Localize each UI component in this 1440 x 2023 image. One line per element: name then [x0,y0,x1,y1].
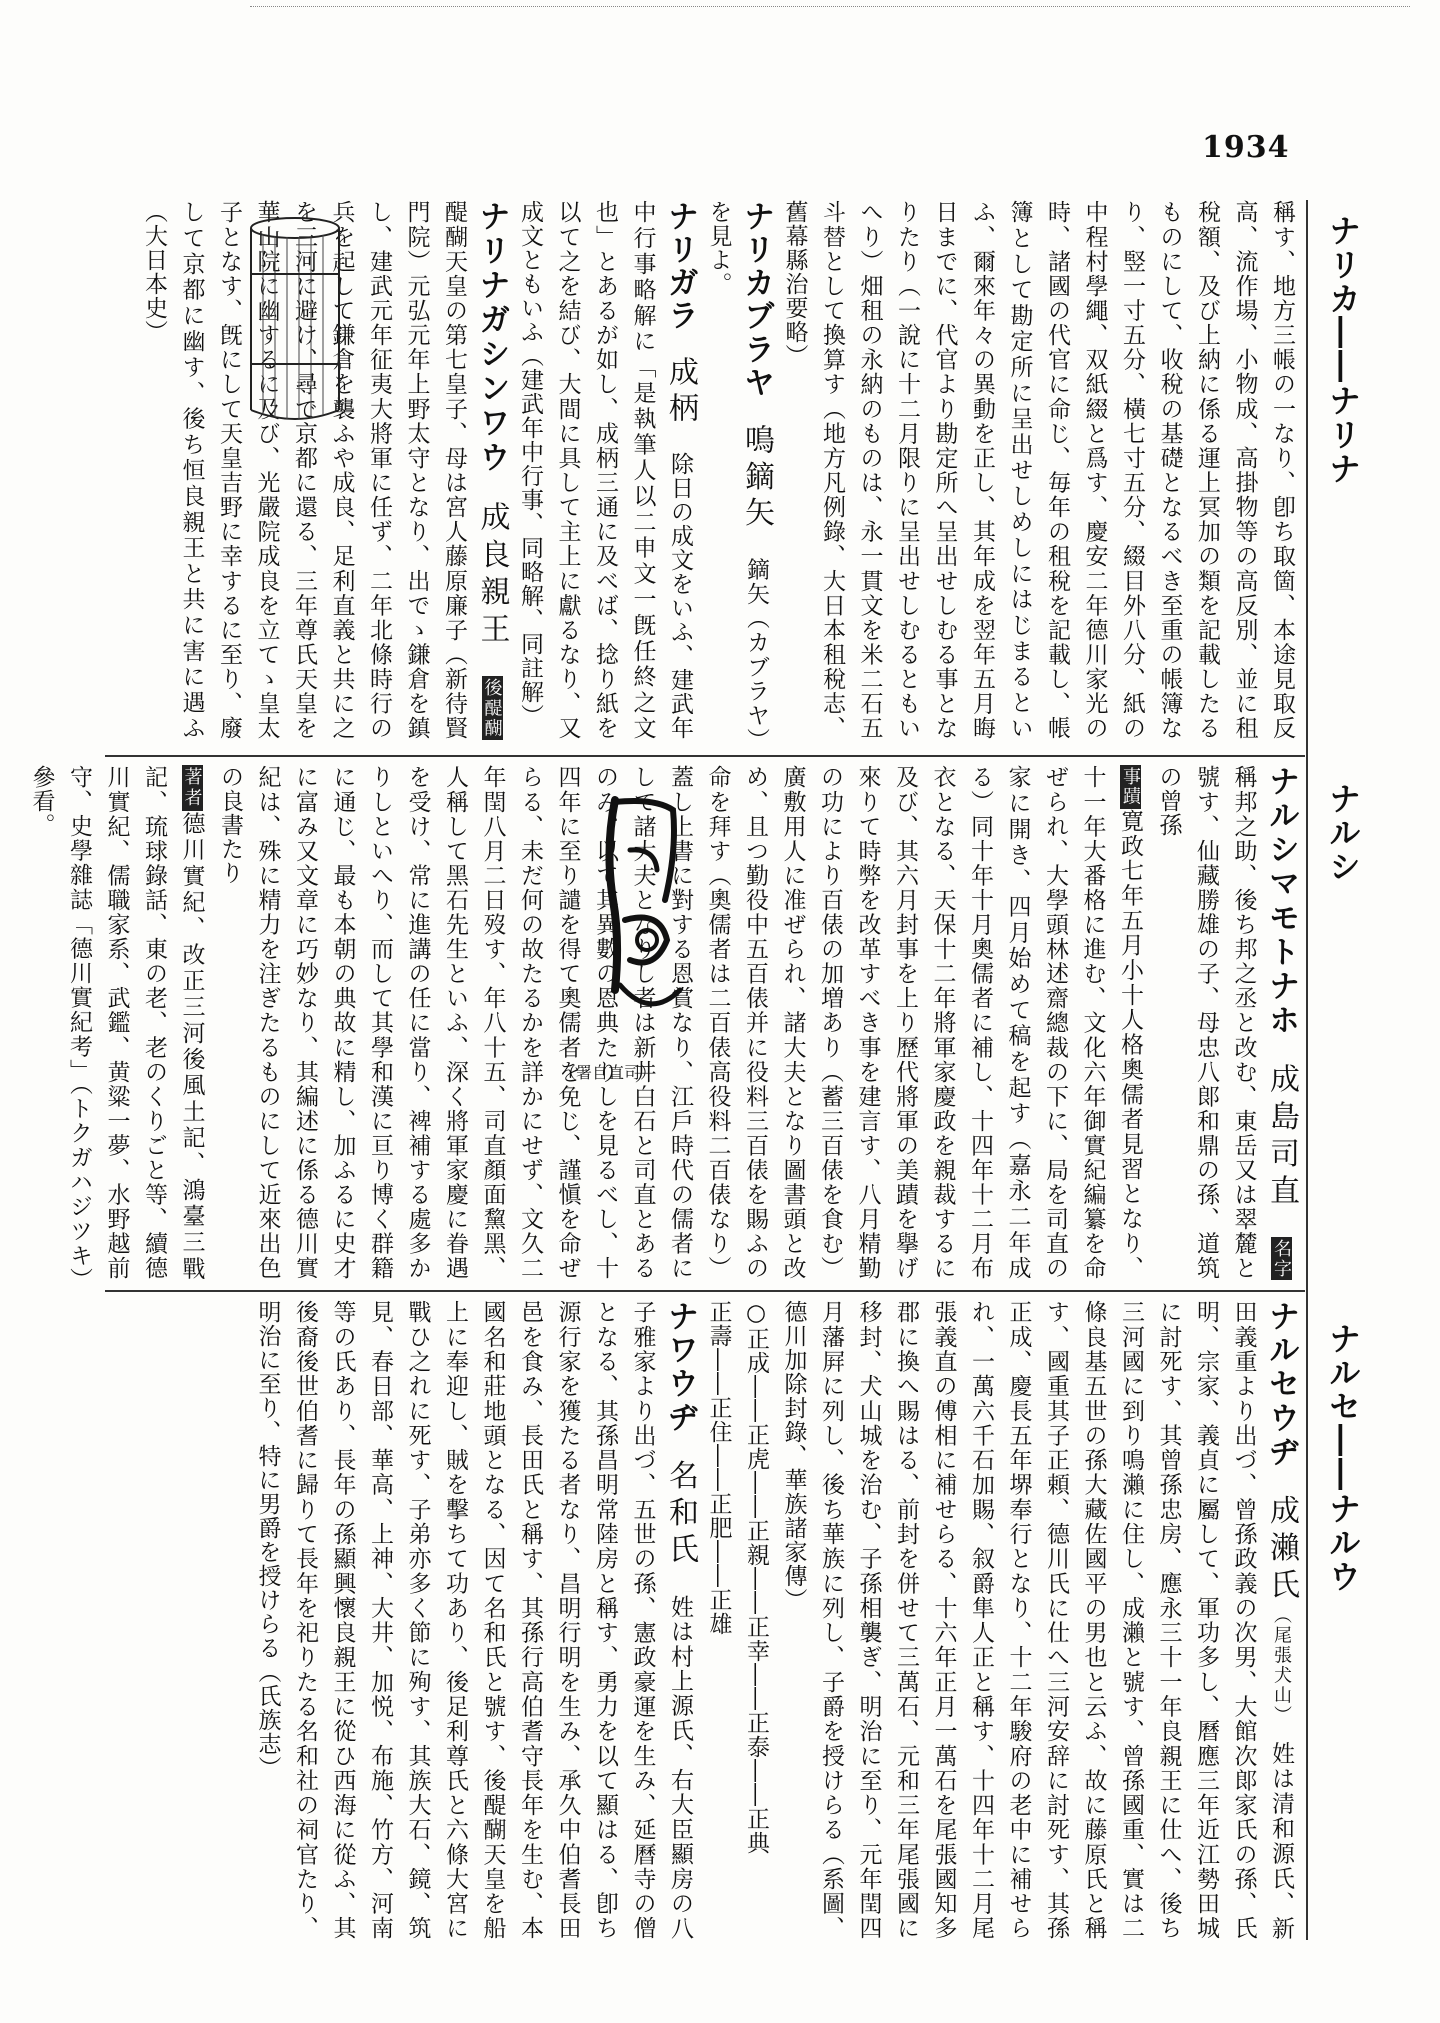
entry-heading-narinagashinnou: ナリナガシンワウ [473,200,510,476]
running-head-middle: ナルシ [1324,782,1362,884]
section-divider-1 [105,755,1305,757]
signature-illustration [585,790,695,1030]
entry-kanji-narinagashinnou: 成良親王 [474,500,510,651]
middle-section [28,765,1300,1281]
entry-kanji-narushimamotonaho: 成島司直 [1264,1063,1299,1212]
continuation-text: 稱す、地方三帳の一なり、卽ち取箇、本途見取反高、流作場、小物成、高掛物等の高反別、並に租稅額、及び上納に係る運上冥加の類を記載したるものにして、收稅の基礎となるべき至重の帳簿なり、竪一寸五分、橫七寸五分、綴目外八分、紙の中程村學繩、双紙綴と爲す、慶安二年德川家光の時、諸國の代官に命じ、毎年の租稅を記載し、帳簿として勘定所に呈出せしめしにはじまるといふ、爾來年々の異動を正し、其年成を翌年五月晦日までに、代官より勘定所へ呈出せしむる事となりたり（一說に十二月限りに呈出せしむるともいへり）畑租の永納のものは、永一貫文を米二石五斗替として換算す（地方凡例錄、大日本租稅志、舊幕縣治要略） [781,200,1295,741]
section-divider-2 [105,1290,1305,1292]
top-rule [250,6,1410,7]
bottom-text-flow [140,1300,1300,1940]
entry-body-narinagashinnou: 醍醐天皇の第七皇子、母は宮人藤原廉子（新待賢門院）元弘元年上野太守となり、出でゝ鎌倉を鎮し、建武元年征夷大將軍に任ず、二年北條時行の兵を起して鎌倉を襲ふや成良、足利直義と共に之を三河に避け、尋で京都に還る、三年尊氏天皇を華山院に幽するに及び、光嚴院成良を立てゝ皇太子となす、旣にして天皇吉野に幸するに至り、廢して京都に幽す、後ち恒良親王と共に害に遇ふ（大日本史） [141,200,467,740]
entry-badge-narinagashinnou: 後醍醐 [481,678,503,738]
badge-chosha: 著者 [181,767,203,810]
entry-kanji-narigara: 成柄 [663,356,698,428]
entry-body-narikaburaya: 鏑矢（カブラヤ）を見よ。 [705,200,769,741]
entry-kanji-naruseuji: 成瀨氏 [1264,1494,1299,1606]
document-scroll-illustration [245,214,345,426]
middle-text-flow [28,765,1300,1281]
entry-body-narigara: 除日の成文をいふ、建武年中行事略解に「是執筆人以二申文一旣任終之文也」とあるが如し、成柄三通に及べば、捻り紙を以て之を結び、大間に具して主上に獻るなり、又成文ともいふ（建武年中行事、同略解、同註解） [517,200,693,740]
body-chosha: 德川實紀、改正三河後風土記、鴻臺三戰記、琉球錄話、東の老、老のくりごと等、續德川實紀、儒職家系、武鑑、黄粱一夢、水野越前守、史學雜誌「德川實紀考」（トクガハジツキ）參看。 [28,765,205,1281]
genealogy-row-1: ○正成――正虎――正親――正幸――正泰――正典 [743,1300,769,1855]
entry-body-nawauji: 姓は村上源氏、右大臣顯房の八子雅家より出づ、五世の孫、憲政豪運を生み、延曆寺の僧となる、其孫昌明常陸房と稱す、勇力を以て顯はる、卽ち源行家を獲たる者なり、昌明行明を生み、承久中伯耆長田邑を食み、長田氏と稱す、其孫行高伯耆守長年を生む、本國名和莊地頭となる、因て名和氏と號す、後醍醐天皇を船上に奉迎し、賊を擊ちて功あり、後足利尊氏と六條大宮に戰ひ之れに死す、子弟亦多く節に殉す、其族大石、鏡、筑見、春日部、華高、上神、大井、加悦、布施、竹方、河南等の氏あり、長年の孫顯興懷良親王に從ひ西海に從ふ、其後裔後世伯耆に歸りて長年を祀りたる名和社の祠官たり、明治に至り、特に男爵を授けらる（氏族志） [254,1300,693,1941]
entry-heading-narikaburaya: ナリカブラヤ [738,200,774,400]
genealogy-row-2: 正壽――正住――正肥――正雄 [705,1300,732,1636]
running-head-top: ナリカ――ナリナ [1324,214,1362,486]
right-margin-rule [1306,200,1308,1940]
entry-kanji-nawauji: 名和氏 [663,1459,698,1570]
entry-body-naruseuji: 姓は清和源氏、新田義重より出づ、曾孫政義の次男、大館次郞家氏の孫、氏明、宗家、義貞に屬して、軍功多し、曆應三年近江勢田城に討死す、其曾孫忠房、應永三十一年良親王に仕へ、後ち三河國に到り鳴瀨に住し、成瀨と號す、曾孫國重、實は二條良基五世の孫大藏佐國平の男也と云ふ、故に藤原氏と稱す、國重其子正頼、德川氏に仕へ三河安辞に討死す、其孫正成、慶長五年堺奉行となり、十二年駿府の老中に補せられ、一萬六千石加賜、叙爵隼人正と稱す、十四年十二月尾張義直の傅相に補せらる、十六年正月一萬石を尾張國知多郡に換へ賜はる、前封を併せて三萬石、元和三年尾張國に移封、犬山城を治む、子孫相襲ぎ、明治に至り、元年閏四月藩屛に列し、後ち華族に列し、子爵を授けらる（系圖、德川加除封錄、華族諸家傳） [780,1300,1294,1941]
entry-heading-naruseuji: ナルセウヂ [1263,1300,1299,1470]
bottom-section [140,1300,1300,1940]
signature-caption: （署自直司） [560,1063,657,1082]
body-jiseki: 寛政七年五月小十人格奧儒者見習となり、十一年大番格に進む、文化六年御實紀編纂を命ぜられ、大學頭林述齋總裁の下に、局を司直の家に開き、四月始めて稿を起す（嘉永二年成る）同十年十月奧儒者に補し、十四年十二月布衣となる、天保十二年將軍家慶政を親裁するに及び、其六月封事を上り歷代將軍の美蹟を擧げ來りて時弊を改革すべき事を建言す、八月精勤の功により百俵の加増あり（蓄三百俵を食む）廣敷用人に准ぜられ、諸大夫となり圖書頭と改め、且つ勤役中五百俵并に役料三百俵を賜ふの命を拜す（奧儒者は二百俵高役料二百俵なり）蓋し上書に對する恩賞なり、江戶時代の儒者にして諸大夫となりし者は新井白石と司直とあるのみ、以て其異數の恩典たりしを見るべし、十四年に至り譴を得て奧儒者を免じ、謹愼を命ぜらる、未だ何の故たるかを詳かにせず、文久二年閏八月二日歿す、年八十五、司直顏面黧黑、人稱して黑石先生といふ、深く將軍家慶に眷遇を受け、常に進講の任に當り、裨補する處多かりしといへり、而して其學和漢に亘り博く群籍に通じ、最も本朝の典故に精し、加ふるに史才に富み又文章に巧妙なり、其編述に係る德川實紀は、殊に精力を注ぎたるものにして近來出色の良書たり [217,765,1143,1281]
badge-jiseki: 事蹟 [1120,767,1141,807]
body-myouji: 稱邦之助、後ち邦之丞と改む、東岳又は翠麓と號す、仙藏勝雄の子、母忠八郞和鼎の孫、道筑の曾孫 [1155,765,1257,1280]
entry-heading-narushimamotonaho: ナルシマモトナホ [1263,765,1299,1039]
entry-heading-nawauji: ナワウヂ [662,1300,698,1435]
entry-sub-naruseuji: （尾張犬山） [1271,1605,1292,1717]
entry-kanji-narikaburaya: 鳴鏑矢 [739,424,774,534]
page-number: 1934 [1202,130,1290,165]
badge-myouji: 名字 [1271,1238,1292,1279]
entry-heading-narigara: ナリガラ [662,200,698,332]
running-head-bottom: ナルセ――ナルウ [1324,1322,1362,1594]
